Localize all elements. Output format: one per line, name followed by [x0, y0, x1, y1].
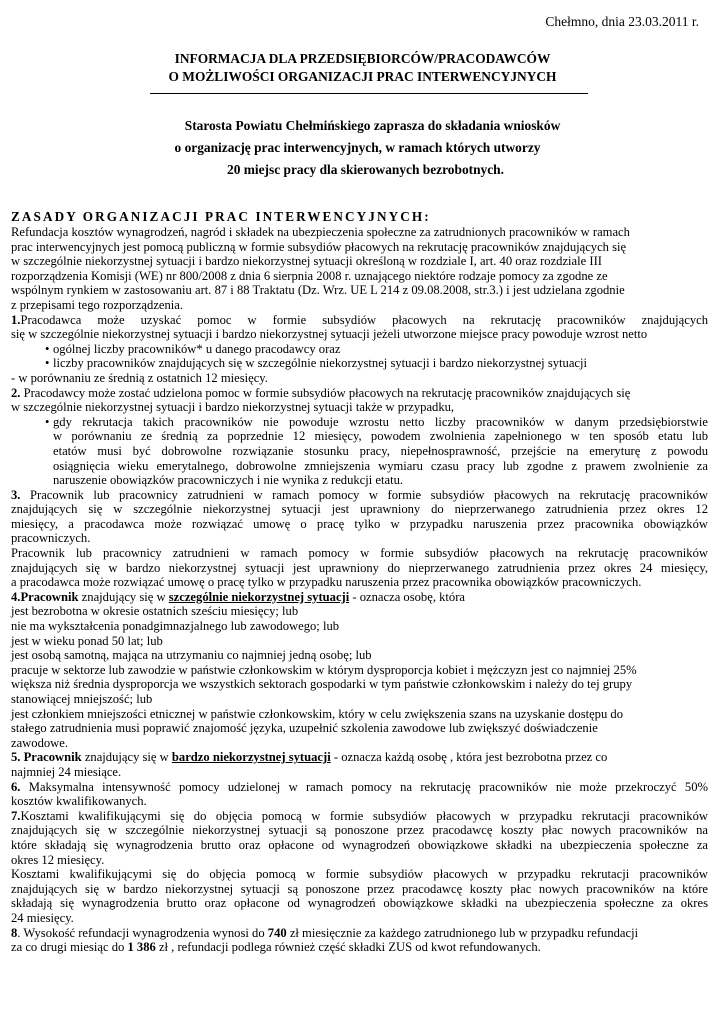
p6-line: kosztów kwalifikowanych. — [11, 794, 147, 809]
p7-line: znajdujących się w bardzo niekorzystnej sytuacji są ponoszone przez pracodawcę koszty płac nowych pracowników na które — [11, 881, 708, 896]
p7-line: składają się wynagrodzenia brutto oraz opłacone od wynagrodzeń obowiązkowe składki na ubezpieczenia społeczne za okres — [11, 896, 708, 911]
paragraph-8 — [11, 926, 708, 955]
p8-text-d: zł , refundacji podlega również część składki ZUS od kwot refundowanych. — [155, 940, 541, 955]
paragraph-3 — [11, 488, 708, 590]
document-date: Chełmno, dnia 23.03.2011 r. — [545, 14, 699, 29]
intro-line: prac interwencyjnych jest pomocą publiczną w formie subsydiów płacowych na rekrutację pracowników znajdujących się — [11, 239, 627, 254]
p8-text-a: . Wysokość refundacji wynagrodzenia wynosi do — [17, 925, 268, 940]
p1-number: 1. — [11, 312, 21, 327]
p6-line1-text: Maksymalna intensywność pomocy udzielonej w ramach pomocy na rekrutację pracowników nie może przekroczyć 50% — [20, 779, 708, 794]
paragraph-4 — [11, 590, 708, 751]
p6-number: 6. — [11, 779, 21, 794]
p5-mid-text: znajdujący się w — [81, 750, 172, 765]
p2-bullet-line: etatów musi być dobrowolne rozwiązanie stosunku pracy, niepełnosprawność, przejście na emeryturę z powodu — [53, 443, 708, 458]
p1-bullet-text: ogólnej liczby pracowników* u danego pracodawcy oraz — [53, 341, 341, 356]
paragraph-5 — [11, 750, 708, 779]
p2-bullet-text: gdy rekrutacja takich pracowników nie powoduje wzrostu netto liczby pracowników w danym przedsiębiorstwie — [53, 414, 708, 429]
p8-amount-monthly: 740 — [267, 925, 287, 940]
document-title-line-1: INFORMACJA DLA PRZEDSIĘBIORCÓW/PRACODAWCÓW — [174, 51, 551, 66]
document-title-line-2: O MOŻLIWOŚCI ORGANIZACJI PRAC INTERWENCYJNYCH — [168, 69, 557, 84]
paragraph-2 — [11, 386, 708, 488]
p4-item: jest w wieku ponad 50 lat; lub — [11, 633, 163, 648]
p1-bullet-text: liczby pracowników znajdujących się w szczególnie niekorzystnej sytuacji i bardzo niekorzystnej sytuacji — [53, 356, 587, 371]
lead-line-2: o organizację prac interwencyjnych, w ramach których utworzy — [174, 140, 541, 155]
lead-line-3: 20 miejsc pracy dla skierowanych bezrobotnych. — [227, 162, 504, 177]
p2-line1-text: Pracodawcy może zostać udzielona pomoc w formie subsydiów płacowych na rekrutację pracowników znajdujących się — [20, 385, 631, 400]
p4-item: jest osobą samotną, mająca na utrzymaniu co najmniej jedną osobę; lub — [11, 648, 372, 663]
p4-bold-term: Pracownik — [20, 589, 79, 604]
p1-line1-text: Pracodawca może uzyskać pomoc w formie subsydiów płacowych na rekrutację pracowników znajdujących — [20, 312, 708, 327]
p4-item: stanowiącej mniejszość; lub — [11, 692, 153, 706]
p3-line: znajdujących się w szczególnie niekorzystnej sytuacji jest uprawniony do nieprzerwanego zatrudnienia przez okres 12 — [11, 502, 708, 517]
p7-line: 24 miesięcy. — [11, 910, 74, 925]
p4-mid-text: znajdujący się w — [78, 589, 169, 604]
p5-number: 5. — [11, 750, 24, 765]
intro-line: w szczególnie niekorzystnej sytuacji i bardzo niekorzystnej sytuacji określoną w rozdziale I, art. 40 oraz rozdziale III — [11, 254, 602, 269]
p4-underlined-term: szczególnie niekorzystnej sytuacji — [168, 589, 350, 604]
p4-number: 4. — [11, 589, 21, 604]
p2-line — [11, 386, 708, 401]
p4-item: pracuje w sektorze lub zawodzie w państwie członkowskim w którym dysproporcja kobiet i mężczyzn jest co najmniej 25% — [11, 662, 637, 677]
p5-heading-line — [11, 750, 708, 765]
bullet-icon: • — [45, 414, 50, 429]
p4-item: stałego zatrudnienia musi poprawić znajomość języka, uzupełnić szkolenia zawodowe lub zwiększyć doświadczenie — [11, 721, 598, 736]
p3-line: a pracodawca może rozwiązać umowę o pracę tylko w przypadku naruszenia przez pracownika obowiązków pracowniczych. — [11, 575, 642, 590]
intro-line: Refundacja kosztów wynagrodzeń, nagród i składek na ubezpieczenia społeczne za zatrudnionych pracowników w ramach — [11, 225, 630, 239]
bullet-icon: • — [45, 356, 50, 371]
p2-line: w szczególnie niekorzystnej sytuacji i bardzo niekorzystnej sytuacji także w przypadku, — [11, 400, 455, 415]
p3-line: pracowniczych. — [11, 531, 91, 546]
p7-line: okres 12 miesięcy. — [11, 852, 105, 867]
document-body — [11, 225, 708, 955]
paragraph-7 — [11, 809, 708, 926]
p1-line: się w szczególnie niekorzystnej sytuacji i bardzo niekorzystnej sytuacji jeżeli utworzone miejsce pracy powoduje wzrost netto — [11, 327, 648, 342]
p7-line: które składają się wynagrodzenia brutto oraz opłacone od wynagrodzeń obowiązkowe składki na ubezpieczenia społeczne za — [11, 837, 708, 852]
p7-line — [11, 809, 708, 824]
p8-number: 8 — [11, 925, 18, 940]
bullet-icon: • — [45, 341, 50, 356]
p2-bullet-line: naruszenie obowiązków pracowniczych i nie wynika z redukcji etatu. — [53, 473, 404, 488]
p1-line — [11, 313, 708, 328]
p5-tail-text: - oznacza każdą osobę , która jest bezrobotna przez co — [330, 750, 608, 765]
p7-number: 7. — [11, 808, 21, 823]
intro-line: rozporządzenia Komisji (WE) nr 800/2008 z dnia 6 sierpnia 2008 r. uznającego niektóre rodzaje pomocy za zgodne ze — [11, 268, 608, 283]
p3-line: miesięcy, a pracodawca może rozwiązać umowę o pracę tylko w przypadku naruszenia przez pracownika obowiązków — [11, 516, 708, 531]
p4-tail-text: - oznacza osobę, która — [349, 589, 465, 604]
p3-line: Pracownik lub pracownicy zatrudnieni w ramach pomocy w formie subsydiów płacowych na rekrutację pracowników — [11, 546, 708, 561]
p4-item: większa niż średnia dysproporcja we wszystkich sektorach gospodarki w tym państwie członkowskim i należy do tej grupy — [11, 677, 633, 692]
p4-heading-line — [11, 590, 708, 605]
p4-item: jest członkiem mniejszości etnicznej w państwie członkowskim, który w celu zwiększenia szans na uzyskanie dostępu do — [11, 706, 624, 721]
p8-line — [11, 926, 708, 941]
p8-text-c: za co drugi miesiąc do — [11, 940, 128, 955]
p3-line1-text: Pracownik lub pracownicy zatrudnieni w ramach pomocy w formie subsydiów płacowych na rekrutację pracowników — [20, 487, 708, 502]
p4-item: jest bezrobotna w okresie ostatnich sześciu miesięcy; lub — [11, 604, 299, 619]
p8-line — [11, 940, 708, 955]
p2-bullet-item — [11, 415, 708, 430]
p8-amount-bimonthly: 1 386 — [127, 940, 156, 955]
paragraph-6 — [11, 780, 708, 809]
p3-line: znajdujących się w bardzo niekorzystnej sytuacji jest uprawniony do nieprzerwanego zatrudnienia przez okres 24 miesięcy, — [11, 560, 708, 575]
p5-bold-term: Pracownik — [23, 750, 82, 765]
intro-paragraph — [11, 225, 708, 313]
p8-text-b: zł miesięcznie za każdego zatrudnionego lub w przypadku refundacji — [286, 925, 639, 940]
lead-line-1: Starosta Powiatu Chełmińskiego zaprasza do składania wniosków — [184, 118, 561, 133]
section-heading: ZASADY ORGANIZACJI PRAC INTERWENCYJNYCH: — [11, 209, 431, 224]
p1-tail: - w porównaniu ze średnią z ostatnich 12 miesięcy. — [11, 370, 268, 385]
p1-bullet-item — [11, 356, 708, 371]
paragraph-1 — [11, 313, 708, 386]
p1-bullet-item — [11, 342, 708, 357]
p7-line: Kosztami kwalifikującymi się do objęcia pomocą w formie subsydiów płacowych w przypadku rekrutacji pracowników — [11, 867, 708, 882]
p7-line: znajdujących się w szczególnie niekorzystnej sytuacji są ponoszone przez pracodawcę koszty płac nowych pracowników na — [11, 823, 708, 838]
p3-line — [11, 488, 708, 503]
p5-line: najmniej 24 miesiące. — [11, 764, 122, 779]
p5-underlined-term: bardzo niekorzystnej sytuacji — [171, 750, 331, 765]
p6-line — [11, 780, 708, 795]
p2-bullet-line: osiągnięcia wieku emerytalnego, dobrowolne zmniejszenia wymiaru czasu pracy lub zgodne z prawem zwolnienie za — [53, 458, 708, 473]
p7-line1-text: Kosztami kwalifikującymi się do objęcia pomocą w formie subsydiów płacowych w przypadku rekrutacji pracowników — [20, 808, 708, 823]
p4-item: zawodowe. — [11, 735, 68, 750]
intro-line: wspólnym rynkiem w zastosowaniu art. 87 i 88 Traktatu (Dz. Wrz. UE L 214 z 09.08.2008, str.3.) i jest udzielana zgodnie — [11, 283, 625, 298]
intro-line: z przepisami tego rozporządzenia. — [11, 297, 184, 312]
p2-bullet-line: w porównaniu ze średnią za poprzednie 12 miesięcy, powodem zwolnienia zapełnionego w ten sposób etatu lub — [53, 429, 708, 444]
title-underline-rule — [150, 93, 588, 94]
p4-item: nie ma wykształcenia ponadgimnazjalnego lub zawodowego; lub — [11, 619, 340, 634]
p2-number: 2. — [11, 385, 21, 400]
p3-number: 3. — [11, 487, 21, 502]
